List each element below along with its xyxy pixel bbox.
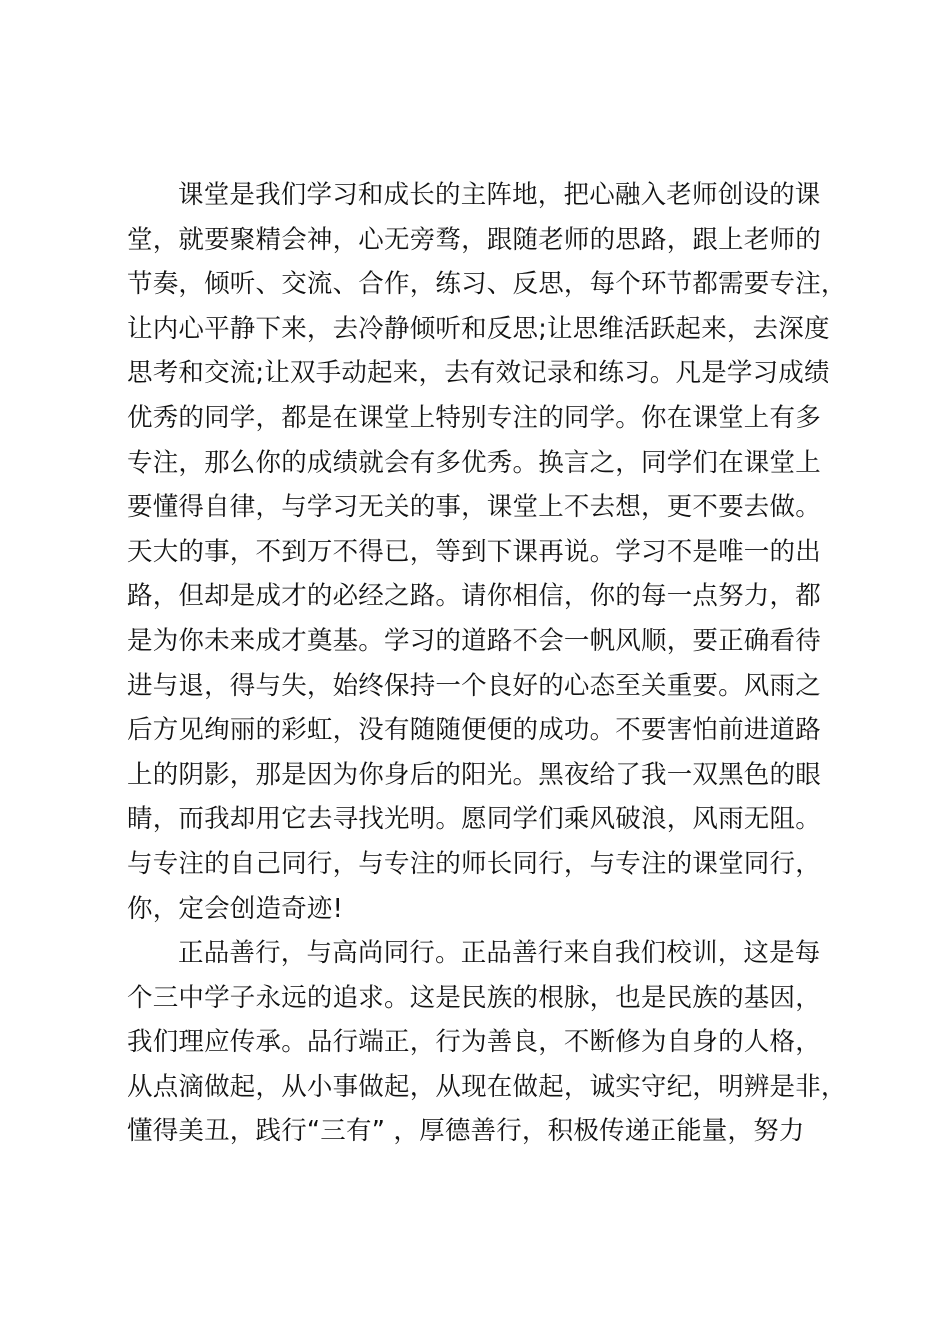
text-line: 上的阴影，那是因为你身后的阳光。黑夜给了我一双黑色的眼	[127, 759, 821, 790]
text-line: 睛，而我却用它去寻找光明。愿同学们乘风破浪，风雨无阻。	[127, 804, 821, 835]
text-line: 专注，那么你的成绩就会有多优秀。换言之，同学们在课堂上	[127, 447, 821, 478]
text-line: 节奏，倾听、交流、合作，练习、反思，每个环节都需要专注，	[127, 269, 847, 300]
text-line: 优秀的同学，都是在课堂上特别专注的同学。你在课堂上有多	[127, 402, 821, 433]
text-line: 路，但却是成才的必经之路。请你相信，你的每一点努力，都	[127, 581, 821, 612]
text-line: 我们理应传承。品行端正，行为善良，不断修为自身的人格，	[127, 1027, 821, 1058]
text-line: 个三中学子永远的追求。这是民族的根脉，也是民族的基因，	[127, 982, 821, 1013]
text-line: 你，定会创造奇迹!	[127, 893, 344, 924]
text-line: 后方见绚丽的彩虹，没有随随便便的成功。不要害怕前进道路	[127, 715, 821, 746]
text-line: 从点滴做起，从小事做起，从现在做起，诚实守纪，明辨是非，	[127, 1071, 847, 1102]
paragraph-focus-in-class	[127, 173, 857, 931]
text-line: 要懂得自律，与学习无关的事，课堂上不去想，更不要去做。	[127, 492, 821, 523]
body-text	[127, 173, 857, 1154]
text-line: 进与退，得与失，始终保持一个良好的心态至关重要。风雨之	[127, 670, 821, 701]
text-line: 堂，就要聚精会神，心无旁骛，跟随老师的思路，跟上老师的	[127, 224, 821, 255]
text-line: 让内心平静下来，去冷静倾听和反思;让思维活跃起来，去深度	[127, 313, 830, 344]
text-line: 懂得美丑，践行“三有” ，厚德善行，积极传递正能量，努力	[127, 1116, 805, 1147]
text-line: 课堂是我们学习和成长的主阵地，把心融入老师创设的课	[178, 180, 821, 210]
text-line: 思考和交流;让双手动起来，去有效记录和练习。凡是学习成绩	[127, 358, 830, 389]
text-line: 是为你未来成才奠基。学习的道路不会一帆风顺，要正确看待	[127, 625, 821, 656]
text-line: 与专注的自己同行，与专注的师长同行，与专注的课堂同行，	[127, 848, 821, 879]
text-line: 正品善行，与高尚同行。正品善行来自我们校训，这是每	[178, 938, 821, 969]
text-line: 天大的事，不到万不得已，等到下课再说。学习不是唯一的出	[127, 536, 821, 567]
paragraph-good-conduct	[127, 931, 857, 1154]
